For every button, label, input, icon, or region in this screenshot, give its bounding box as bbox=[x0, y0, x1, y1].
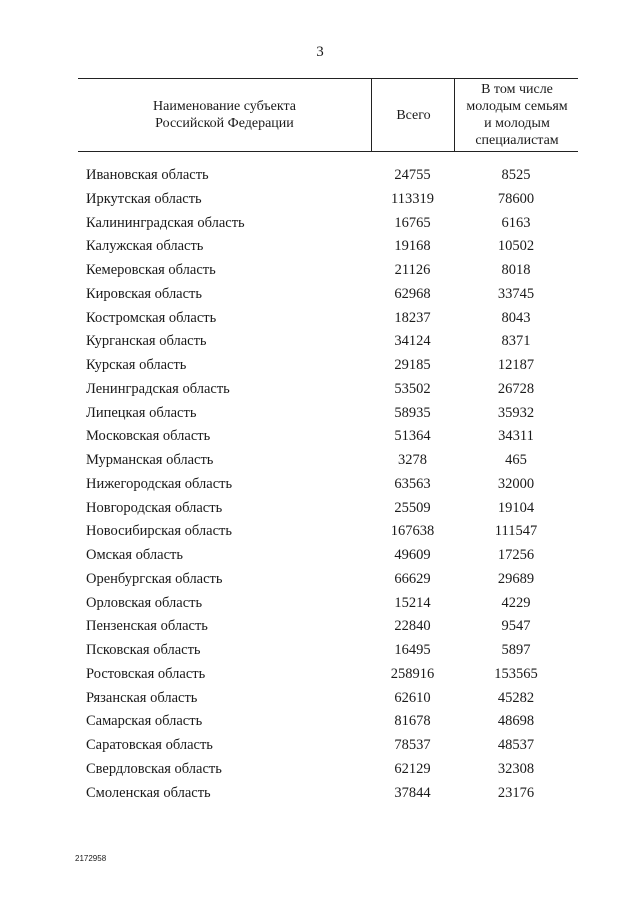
total-cell: 63563 bbox=[394, 475, 431, 492]
total-cell: 34124 bbox=[394, 333, 431, 350]
subject-name-cell: Кемеровская область bbox=[86, 262, 216, 278]
young-families-cell: 8018 bbox=[501, 262, 531, 278]
young-families-cell: 78600 bbox=[497, 190, 535, 207]
total-cell: 19168 bbox=[394, 238, 431, 255]
table-row bbox=[78, 568, 578, 592]
subject-name-cell: Новгородская область bbox=[86, 499, 223, 516]
subject-name-cell: Орловская область bbox=[86, 594, 203, 611]
total-cell: 51364 bbox=[394, 428, 431, 445]
subject-name-cell: Ленинградская область bbox=[86, 380, 230, 397]
young-families-cell: 8525 bbox=[501, 167, 531, 183]
table-row bbox=[78, 378, 578, 402]
subject-name-cell: Свердловская область bbox=[86, 760, 222, 777]
young-families-cell: 26728 bbox=[497, 380, 535, 397]
table-row bbox=[78, 497, 578, 521]
total-cell: 37844 bbox=[394, 784, 431, 801]
young-families-cell: 6163 bbox=[501, 214, 531, 231]
young-families-cell: 35932 bbox=[497, 404, 535, 421]
subject-name-cell: Нижегородская область bbox=[86, 475, 233, 492]
table-body bbox=[78, 164, 578, 805]
young-families-cell: 32308 bbox=[497, 760, 535, 777]
document-code: 2172958 bbox=[75, 854, 107, 863]
subject-name-cell: Саратовская область bbox=[86, 737, 213, 753]
total-cell: 62610 bbox=[394, 689, 431, 706]
table-row bbox=[78, 259, 578, 283]
young-families-cell: 34311 bbox=[498, 428, 534, 445]
subject-name-cell: Рязанская область bbox=[86, 689, 198, 706]
header-young-families: В том числе молодым семьям и молодым специалистам bbox=[454, 79, 579, 151]
young-families-cell: 10502 bbox=[497, 238, 535, 255]
subject-name-cell: Московская область bbox=[86, 428, 211, 445]
table-row bbox=[78, 212, 578, 236]
subject-name-cell: Липецкая область bbox=[86, 404, 197, 421]
table-row bbox=[78, 710, 578, 734]
total-cell: 3278 bbox=[398, 452, 427, 468]
subject-name-cell: Новосибирская область bbox=[86, 523, 232, 540]
table-row bbox=[78, 330, 578, 354]
table-row bbox=[78, 734, 578, 758]
table-row bbox=[78, 449, 578, 473]
subject-name-cell: Курская область bbox=[86, 357, 187, 373]
table-row bbox=[78, 235, 578, 259]
total-cell: 22840 bbox=[394, 618, 431, 635]
total-cell: 62129 bbox=[394, 760, 431, 777]
subject-name-cell: Иркутская область bbox=[86, 190, 202, 207]
total-cell: 18237 bbox=[394, 309, 431, 326]
subject-name-cell: Самарская область bbox=[86, 713, 203, 730]
subject-name-cell: Смоленская область bbox=[86, 784, 211, 801]
table-row bbox=[78, 164, 578, 188]
total-cell: 62968 bbox=[394, 285, 431, 302]
subject-name-cell: Ростовская область bbox=[86, 665, 206, 682]
table-row bbox=[78, 425, 578, 449]
table-row bbox=[78, 402, 578, 426]
young-families-cell: 29689 bbox=[497, 570, 535, 587]
total-cell: 21126 bbox=[394, 262, 431, 278]
young-families-cell: 33745 bbox=[497, 285, 535, 302]
young-families-cell: 8371 bbox=[501, 333, 531, 350]
subject-name-cell: Ивановская область bbox=[86, 167, 209, 183]
total-cell: 24755 bbox=[394, 167, 431, 183]
subject-name-cell: Пензенская область bbox=[86, 618, 208, 635]
page-number: 3 bbox=[316, 44, 324, 60]
total-cell: 58935 bbox=[394, 404, 431, 421]
total-cell: 258916 bbox=[390, 665, 435, 682]
table-row bbox=[78, 639, 578, 663]
table-row bbox=[78, 307, 578, 331]
table-row bbox=[78, 188, 578, 212]
young-families-cell: 4229 bbox=[501, 594, 531, 611]
subject-name-cell: Кировская область bbox=[86, 285, 203, 302]
subject-name-cell: Калининградская область bbox=[86, 214, 245, 231]
total-cell: 81678 bbox=[394, 713, 431, 730]
table-row bbox=[78, 758, 578, 782]
data-table bbox=[78, 78, 578, 801]
young-families-cell: 465 bbox=[505, 452, 527, 468]
young-families-cell: 153565 bbox=[494, 665, 538, 682]
table-row bbox=[78, 354, 578, 378]
young-families-cell: 48537 bbox=[497, 737, 535, 753]
header-total: Всего bbox=[371, 79, 455, 151]
young-families-cell: 48698 bbox=[497, 713, 535, 730]
young-families-cell: 23176 bbox=[497, 784, 535, 801]
subject-name-cell: Курганская область bbox=[86, 333, 207, 350]
total-cell: 49609 bbox=[394, 547, 431, 563]
table-row bbox=[78, 520, 578, 544]
table-row bbox=[78, 473, 578, 497]
young-families-cell: 5897 bbox=[501, 642, 531, 658]
subject-name-cell: Мурманская область bbox=[86, 452, 214, 468]
young-families-cell: 111547 bbox=[494, 523, 538, 540]
total-cell: 66629 bbox=[394, 570, 431, 587]
subject-name-cell: Псковская область bbox=[86, 642, 201, 658]
table-row bbox=[78, 544, 578, 568]
young-families-cell: 9547 bbox=[501, 618, 531, 635]
subject-name-cell: Оренбургская область bbox=[86, 570, 223, 587]
table-row bbox=[78, 782, 578, 806]
total-cell: 53502 bbox=[394, 380, 431, 397]
total-cell: 16495 bbox=[394, 642, 431, 658]
total-cell: 167638 bbox=[390, 523, 435, 540]
table-row bbox=[78, 592, 578, 616]
young-families-cell: 19104 bbox=[497, 499, 535, 516]
total-cell: 16765 bbox=[394, 214, 431, 231]
total-cell: 29185 bbox=[394, 357, 431, 373]
total-cell: 25509 bbox=[394, 499, 431, 516]
table-row bbox=[78, 283, 578, 307]
subject-name-cell: Калужская область bbox=[86, 238, 204, 255]
table-row bbox=[78, 687, 578, 711]
total-cell: 15214 bbox=[394, 594, 431, 611]
young-families-cell: 8043 bbox=[501, 309, 531, 326]
subject-name-cell: Омская область bbox=[86, 547, 183, 563]
header-subject-name: Наименование субъекта Российской Федерации bbox=[153, 99, 296, 131]
young-families-cell: 45282 bbox=[497, 689, 535, 706]
table-row bbox=[78, 663, 578, 687]
total-cell: 113319 bbox=[391, 190, 434, 207]
subject-name-cell: Костромская область bbox=[86, 309, 217, 326]
young-families-cell: 12187 bbox=[497, 357, 535, 373]
young-families-cell: 17256 bbox=[497, 547, 535, 563]
total-cell: 78537 bbox=[394, 737, 431, 753]
table-row bbox=[78, 615, 578, 639]
table-header bbox=[78, 78, 578, 152]
young-families-cell: 32000 bbox=[497, 475, 535, 492]
